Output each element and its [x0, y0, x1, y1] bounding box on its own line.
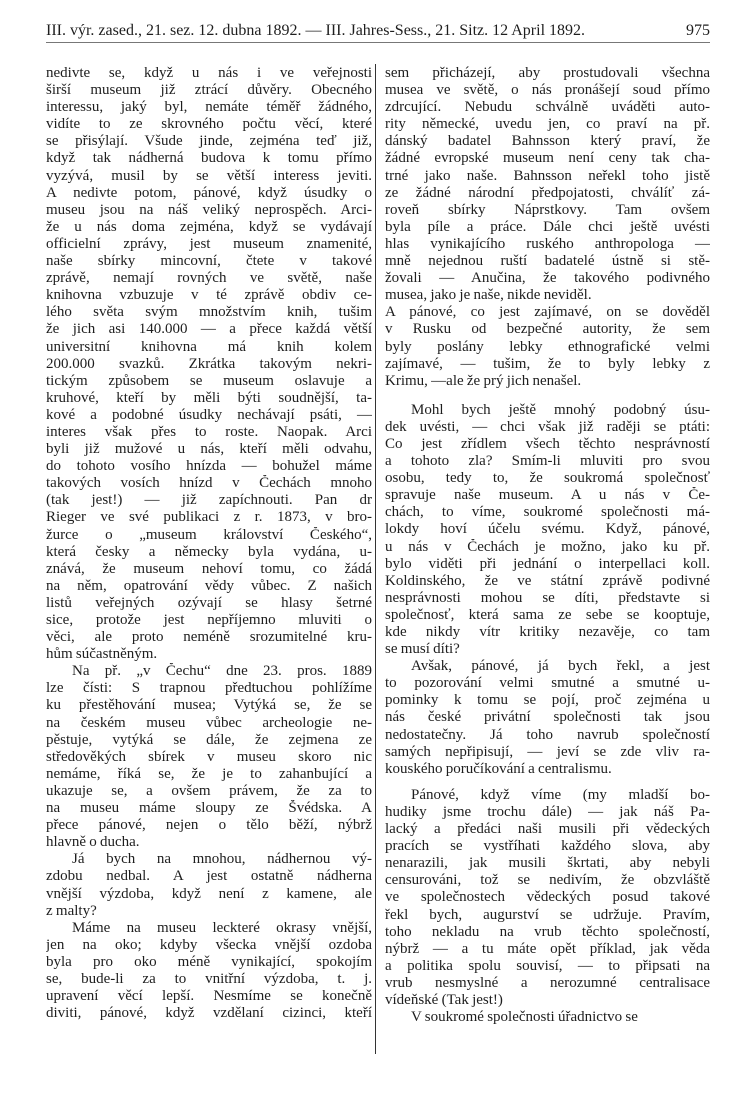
- text-line: když tak nádherná budova k tomu přímo: [46, 150, 372, 167]
- text-line: rity německé, uvedu jen, co praví na př.: [385, 116, 710, 133]
- text-line: chách, to víme, soukromé společnosti má-: [385, 504, 710, 521]
- text-line: zdrcující. Nebudu schválně uváděti auto-: [385, 99, 710, 116]
- text-line: která česky a německy byla vydána, u-: [46, 543, 372, 560]
- right-column: [385, 65, 710, 1026]
- text-line: nás české privátní společnosti tak jsou: [385, 709, 710, 726]
- text-line: vídeňské (Tak jest!): [385, 991, 503, 1008]
- text-line: musea, jako je naše, nikde neviděl.: [385, 287, 592, 304]
- text-line: hudiky jsme trochu dále) — jak náš Pa-: [385, 803, 710, 820]
- text-line: hlavně o ducha.: [46, 834, 140, 851]
- text-line: žádné evropské museum není ceny tak cha-: [385, 150, 710, 167]
- text-line: zdobu nedbal. A jest ostatně nádherna: [46, 868, 372, 885]
- text-line: takových vosích hnízd v Čechách mnoho: [46, 475, 372, 492]
- text-line: nesprávnosti mohou se díti, představte si: [385, 589, 710, 606]
- text-line: diviti, pánové, když vzdělaní cizinci, kteří: [46, 1005, 372, 1022]
- text-line: kové a podobné úsudky nechávají psáti, —: [46, 406, 372, 423]
- text-line: tickým způsobem se museum oslavuje a: [46, 372, 372, 389]
- text-line: širší museum již ztrácí důvěry. Obecného: [46, 82, 372, 99]
- text-line: žovali — Anučina, že takového podivného: [385, 270, 710, 287]
- text-line: vidíte to ze skrovného počtu věcí, které: [46, 116, 372, 133]
- text-line: trné jako naše. Bahnsson neřekl toho jistě: [385, 167, 710, 184]
- header-rule: [46, 42, 710, 43]
- text-line: Koldinského, že ve státní zprávě podivné: [385, 572, 710, 589]
- text-line: dek uvésti, — chci však již raději se ptáti:: [385, 418, 710, 435]
- text-line: ve společnostech vědeckých posud takové: [385, 889, 710, 906]
- text-line: zprávě, nemají rovných ve světě, naše: [46, 270, 372, 287]
- text-line: universitní knihovna má knih kolem: [46, 338, 372, 355]
- text-line: ku přestěhování musea; Vytýká se, že se: [46, 697, 372, 714]
- text-line: hlas vynikajícího ruského anthropologa —: [385, 235, 710, 252]
- text-line: společnosť, která sama ze sebe se kooptuje,: [385, 606, 710, 623]
- text-line: věci, ale proto neméně srozumitelné kru-: [46, 629, 372, 646]
- text-line: pominky k tomu se pojí, proč zejména u: [385, 692, 710, 709]
- text-line: a politika spolu souvisí, — to připsati na: [385, 957, 710, 974]
- text-line: žurce o „museum království Českého“,: [46, 526, 372, 543]
- text-line: byla píle a práce. Dále chci ještě uvésti: [385, 218, 710, 235]
- text-line: v Rusku od bezpečné autority, že sem: [385, 321, 710, 338]
- text-line: interes však přes to roste. Naopak. Arci: [46, 423, 372, 440]
- text-line: pracích se vystříhati každého slova, aby: [385, 838, 710, 855]
- text-line: sem přicházejí, aby prostudovali všechna: [385, 65, 710, 81]
- text-line: kruhové, kteří by měli býti soudnější, ta-: [46, 389, 372, 406]
- text-line: a tohoto zla? Smím-li mluviti pro svou: [385, 453, 710, 470]
- text-line: Avšak, pánové, já bych řekl, a jest: [411, 658, 710, 675]
- text-line: sice, protože jest nepříjemno mluviti o: [46, 612, 372, 628]
- text-line: osobu, tedy to, že soukromá společnosť: [385, 470, 710, 487]
- text-line: lze čísti: S trapnou předtuchou pohlížíme: [46, 680, 372, 697]
- text-line: toho nekladu na vrub těchto společností,: [385, 923, 710, 940]
- text-line: se, bude-li za to vnitřní výzdoba, t. j.: [46, 970, 372, 987]
- text-line: pěstuje, vytýká se dále, že zejmena ze: [46, 731, 372, 748]
- text-line: Mohl bych ještě mnohý podobný úsu-: [411, 401, 710, 418]
- text-line: zajímavé, — tušim, že to byly lebky z: [385, 355, 710, 372]
- text-line: že jich asi 140.000 — a přece každá větší: [46, 321, 372, 338]
- header-title: III. výr. zased., 21. sez. 12. dubna 1892. — III. Jahres-Sess., 21. Sitz. 12 April 1892.: [46, 22, 586, 39]
- text-line: V soukromé společnosti úřadnictvo se: [411, 1009, 638, 1026]
- text-line: nýbrž — a tu máte opět příklad, jak věda: [385, 940, 710, 957]
- text-line: nemáme, říká se, že je to zahanbující a: [46, 765, 372, 782]
- text-line: naše sbírky mincovní, čtete v takové: [46, 253, 372, 270]
- text-line: vyzývá, musil by se větší interess jeviti.: [46, 167, 372, 184]
- text-line: znává, že museum nehoví tomu, co žádá: [46, 560, 372, 577]
- text-line: Rieger ve své publikaci z r. 1873, v bro-: [46, 509, 372, 526]
- text-line: A nedivte potom, pánové, když úsudky o: [46, 184, 372, 201]
- text-line: kde nikdy vítr kritiky nezavěje, co tam: [385, 624, 710, 640]
- text-line: Já bych na mnohou, nádhernou vý-: [72, 851, 372, 868]
- text-line: spravuje naše museum. A u nás v Če-: [385, 487, 710, 504]
- text-line: že u nás doma zejména, když se vydávají: [46, 218, 372, 235]
- text-line: nedostatečny. Já toho navrub společností: [385, 726, 710, 743]
- text-line: musea ve světě, o nás pronášejí soud přímo: [385, 82, 710, 99]
- text-line: lokdy hoví účelu svému. Když, pánové,: [385, 521, 710, 538]
- text-line: interessu, jaký byl, nemáte téměř žádného,: [46, 99, 372, 116]
- text-line: řekl bych, augurství se udržuje. Pravím,: [385, 906, 710, 923]
- text-line: knihovna vzbuzuje v té zprávě obdiv ce-: [46, 287, 372, 304]
- text-line: na něm, opatrování vědy vůbec. Z našich: [46, 577, 372, 594]
- text-line: nenarazili, jak musili škrtati, aby nebyli: [385, 855, 710, 872]
- text-line: Na př. „v Čechu“ dne 23. pros. 1889: [72, 663, 372, 680]
- text-line: u nás v Čechách je možno, jako ku př.: [385, 538, 710, 555]
- text-line: přece pánové, nejen o tělo běží, nýbrž: [46, 817, 372, 834]
- text-line: upravení věcí lepší. Nesmíme se konečně: [46, 988, 372, 1005]
- text-line: byla pro oko méně vynikající, spokojím: [46, 953, 372, 970]
- text-line: (tak jest!) — již zapíchnouti. Pan dr: [46, 492, 372, 509]
- text-line: A pánové, co jest zajímavé, on se dověděl: [385, 304, 710, 321]
- text-line: na českém museu vůbec archeologie ne-: [46, 714, 372, 731]
- text-line: jen na oko; kdyby všecka vnější ozdoba: [46, 936, 372, 953]
- text-line: museu jsou na náš veliký neprospěch. Arci-: [46, 201, 372, 218]
- page-number: 975: [686, 22, 710, 39]
- text-line: na museu máme sloupy ze Švédska. A: [46, 800, 372, 817]
- left-column: [46, 65, 372, 1022]
- text-line: do tohoto vosího hnízda — bohužel máme: [46, 458, 372, 475]
- text-line: officielní zprávy, jest museum znamenité,: [46, 235, 372, 252]
- running-header: [46, 22, 710, 42]
- text-line: to pozorování velmi smutné a smutné u-: [385, 675, 710, 692]
- text-line: lého světa svým množstvím knih, tušim: [46, 304, 372, 321]
- text-line: se musí díti?: [385, 641, 460, 658]
- text-line: středověkých sbírek v museu skoro nic: [46, 748, 372, 765]
- text-line: bylo viděti při jednání o interpellaci koll.: [385, 555, 710, 572]
- text-line: ze žádné národní předpojatosti, chválíť zá-: [385, 184, 710, 201]
- text-line: vnější výzdoba, když není z kamene, ale: [46, 885, 372, 902]
- text-line: ukazuje se, a ovšem právem, že za to: [46, 782, 372, 799]
- column-divider: [375, 64, 376, 1054]
- text-line: se přisýlají. Všude jinde, zejména teď již,: [46, 133, 372, 150]
- text-line: Krimu, —ale že prý jich nenašel.: [385, 372, 582, 389]
- text-line: listů veřejných ozývají se hlasy šetrné: [46, 594, 372, 611]
- text-line: vrub nesmyslné a nerozumné centralisace: [385, 974, 710, 991]
- text-line: roveň sbírky Náprstkovy. Tam ovšem: [385, 201, 710, 218]
- text-line: byly poslány lebky ethnografické velmi: [385, 338, 710, 355]
- text-line: Máme na museu leckteré okrasy vnější,: [72, 919, 372, 936]
- text-line: nedivte se, když u nás i ve veřejnosti: [46, 65, 372, 81]
- text-line: mně nejednou ruští badatelé ústně si stě-: [385, 253, 710, 270]
- text-line: 200.000 svazků. Zkrátka takovým nekri-: [46, 355, 372, 372]
- text-line: hům súčastněným.: [46, 646, 158, 663]
- text-line: samých nepřipisují, — jeví se zde vliv ra-: [385, 743, 710, 760]
- text-line: kouského poručíkování a centralismu.: [385, 760, 612, 777]
- text-line: censurováni, tož se nedivím, že obzvláště: [385, 872, 710, 889]
- text-line: z malty?: [46, 902, 97, 919]
- text-line: dánský badatel Bahnsson který praví, že: [385, 133, 710, 150]
- text-line: Co jest zřídlem všech těchto nesprávností: [385, 435, 710, 452]
- text-line: byli již mužové u nás, kteří měli odvahu,: [46, 441, 372, 458]
- text-line: lacký a předáci naši musili při vědeckých: [385, 821, 710, 838]
- text-line: Pánové, když víme (my mladší bo-: [411, 786, 710, 803]
